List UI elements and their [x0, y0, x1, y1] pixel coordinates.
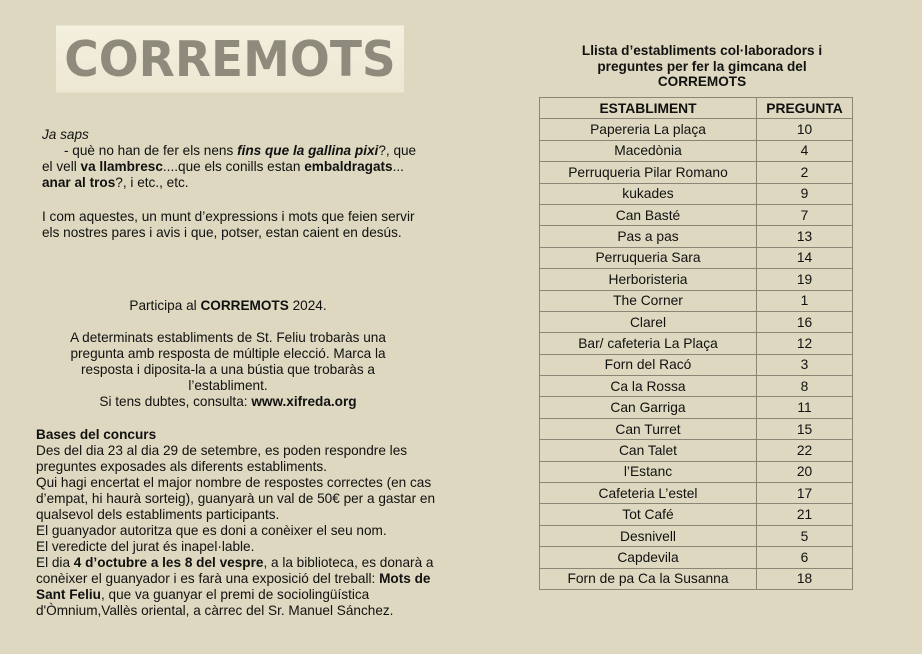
question-number: 10 [757, 119, 853, 140]
establishment-name: Clarel [540, 311, 757, 332]
establishment-name: l’Estanc [540, 461, 757, 482]
establishment-name: Ca la Rossa [540, 376, 757, 397]
establishment-name: Can Garriga [540, 397, 757, 418]
table-row [540, 183, 853, 204]
question-number: 11 [757, 397, 853, 418]
corremots-logo: CORREMOTS [56, 25, 404, 92]
establishment-name: Bar/ cafeteria La Plaça [540, 333, 757, 354]
bases-p3: El guanyador autoritza que es doni a conèixer el seu nom. [36, 523, 387, 538]
question-number: 14 [757, 247, 853, 268]
establishment-name: kukades [540, 183, 757, 204]
question-number: 3 [757, 354, 853, 375]
table-row [540, 568, 853, 589]
establishment-name: Can Talet [540, 440, 757, 461]
establishment-name: The Corner [540, 290, 757, 311]
table-row [540, 525, 853, 546]
question-number: 21 [757, 504, 853, 525]
bases-p1: Des del dia 23 al dia 29 de setembre, es poden respondre les preguntes exposades als diferents establiments. [36, 443, 408, 474]
table-row [540, 397, 853, 418]
question-number: 12 [757, 333, 853, 354]
establishments-title [560, 43, 844, 90]
participa-line [58, 298, 398, 314]
bases-p5d: Mots de Sant Feliu [36, 571, 431, 602]
bases-title: Bases del concurs [36, 427, 157, 442]
intro-text-d: el vell [42, 159, 81, 174]
table-row [540, 204, 853, 225]
table-row [540, 483, 853, 504]
establishment-name: Macedònia [540, 140, 757, 161]
description-text: A determinats establiments de St. Feliu trobaràs una pregunta amb resposta de múltiple elecció. Marca la resposta i diposita-la a una bústia que trobaràs a l’establiment. [70, 330, 386, 393]
intro-paragraph [36, 127, 436, 191]
table-row [540, 290, 853, 311]
intro-line1: Ja saps [42, 127, 89, 142]
bases-p5b: 4 d’octubre a les 8 del vespre [73, 555, 264, 570]
intro-quote-line2 [36, 159, 436, 175]
question-number: 2 [757, 162, 853, 183]
intro-text-a: - què no han de fer els nens [64, 143, 238, 158]
bases-p2: Qui hagi encertat el major nombre de respostes correctes (en cas d’empat, hi haurà sorteig), guanyarà un val de 50€ per a gastar en qualsevol dels establiments participants. [36, 475, 436, 522]
table-row [540, 376, 853, 397]
bases-p5c: , a la biblioteca, es donarà a conèixer el guanyador i es farà una exposició del treball: [36, 555, 434, 586]
bases-p4: El veredicte del jurat és inapel·lable. [36, 539, 255, 554]
intro-text-h: ... [392, 159, 404, 174]
table-row [540, 119, 853, 140]
establishment-name: Herboristeria [540, 269, 757, 290]
establishment-name: Desnivell [540, 525, 757, 546]
question-number: 16 [757, 311, 853, 332]
intro-quote-line3 [36, 175, 436, 191]
intro-text-c: ?, que [378, 143, 417, 158]
table-row [540, 247, 853, 268]
question-number: 9 [757, 183, 853, 204]
establishment-name: Cafeteria L’estel [540, 483, 757, 504]
table-row [540, 547, 853, 568]
intro-text-f: ....que els conills estan [162, 159, 305, 174]
participa-b: CORREMOTS [200, 298, 289, 313]
table-row [540, 504, 853, 525]
establishment-name: Papereria La plaça [540, 119, 757, 140]
question-number: 22 [757, 440, 853, 461]
establishment-name: Pas a pas [540, 226, 757, 247]
website-link[interactable]: www.xifreda.org [251, 394, 357, 409]
description-paragraph [58, 330, 398, 410]
bases-p5e: , que va guanyar el premi de sociolingüística d'Òmnium,Vallès oriental, a càrrec del Sr. Manuel Sánchez. [36, 587, 394, 618]
table-body [540, 119, 853, 590]
establishment-name: Forn del Racó [540, 354, 757, 375]
intro-quote-line1 [36, 143, 436, 159]
bases-p5 [36, 555, 436, 619]
dubtes-text: Si tens dubtes, consulta: [99, 394, 252, 409]
establishment-name: Capdevila [540, 547, 757, 568]
header-pregunta: PREGUNTA [757, 98, 853, 119]
table-row [540, 226, 853, 247]
bases-section [36, 427, 436, 619]
establishment-name: Tot Café [540, 504, 757, 525]
establishment-name: Can Turret [540, 418, 757, 439]
question-number: 8 [757, 376, 853, 397]
title-line1: Llista d’establiments col·laboradors i [581, 43, 823, 58]
question-number: 7 [757, 204, 853, 225]
intro-text-g: embaldragats [304, 159, 393, 174]
question-number: 4 [757, 140, 853, 161]
title-line2: preguntes per fer la gimcana del [597, 58, 807, 74]
intro-text-b: fins que la gallina pixi [237, 143, 379, 158]
table-row [540, 140, 853, 161]
question-number: 17 [757, 483, 853, 504]
establishments-table [539, 97, 853, 590]
establishment-name: Can Basté [540, 204, 757, 225]
participa-a: Participa al [129, 298, 201, 313]
question-number: 5 [757, 525, 853, 546]
bases-p5a: El dia [36, 555, 74, 570]
table-row [540, 269, 853, 290]
question-number: 1 [757, 290, 853, 311]
table-row [540, 440, 853, 461]
table-row [540, 354, 853, 375]
question-number: 20 [757, 461, 853, 482]
intro-text-j: ?, i etc., etc. [115, 175, 189, 190]
question-number: 13 [757, 226, 853, 247]
question-number: 18 [757, 568, 853, 589]
table-row [540, 418, 853, 439]
table-row [540, 333, 853, 354]
question-number: 19 [757, 269, 853, 290]
header-establiment: ESTABLIMENT [540, 98, 757, 119]
participa-c: 2024. [288, 298, 327, 313]
intro-text-e: va llambresc [80, 159, 163, 174]
table-row [540, 311, 853, 332]
establishment-name: Forn de pa Ca la Susanna [540, 568, 757, 589]
intro-text-i: anar al tros [42, 175, 116, 190]
question-number: 15 [757, 418, 853, 439]
table-row [540, 162, 853, 183]
dubtes-line [58, 394, 398, 410]
table-row [540, 461, 853, 482]
intro2-paragraph: I com aquestes, un munt d’expressions i mots que feien servir els nostres pares i avis i que, potser, estan caient en desús. [42, 209, 415, 240]
establishment-name: Perruqueria Sara [540, 247, 757, 268]
establishment-name: Perruqueria Pilar Romano [540, 162, 757, 183]
question-number: 6 [757, 547, 853, 568]
title-line3: CORREMOTS [657, 74, 747, 89]
table-header-row [540, 98, 853, 119]
